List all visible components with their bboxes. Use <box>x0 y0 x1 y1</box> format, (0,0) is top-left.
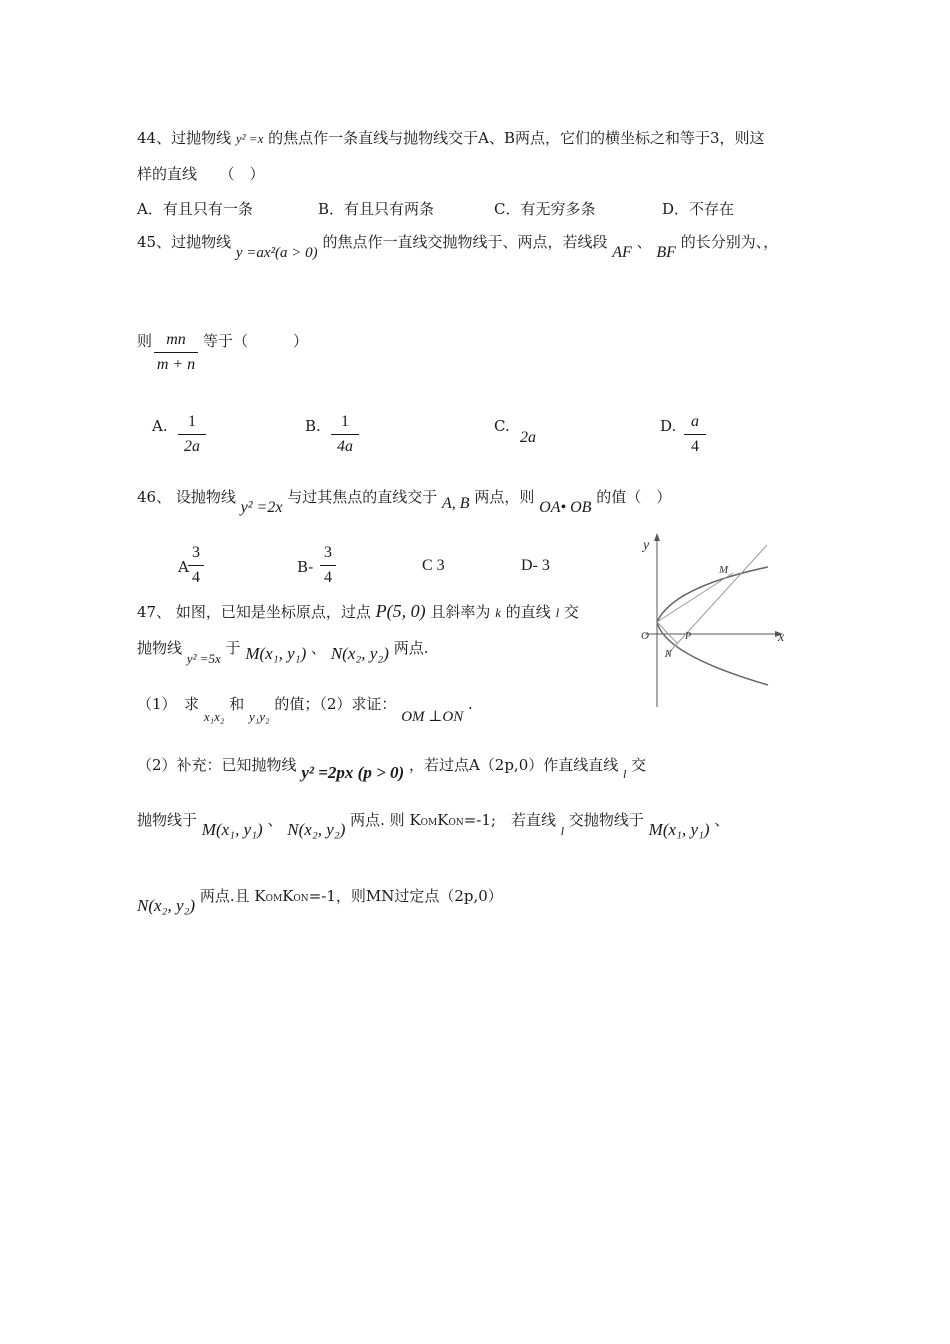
q45-opt-a-num: 1 <box>188 413 196 430</box>
q46-equation: y² =2x <box>240 499 283 516</box>
q47-supp-equation: y² =2px (p > 0) <box>301 763 405 782</box>
q44-line2: 样的直线 （ ） <box>137 165 265 183</box>
q47-supp2-l: l <box>560 824 565 838</box>
q46-middle2: 两点，则 <box>474 488 535 506</box>
q47-k: k <box>495 605 501 620</box>
label-p: P <box>685 631 692 642</box>
q44-line1 <box>137 128 765 149</box>
q46-expression: OA• OB <box>539 499 592 516</box>
q47-prefix: 47、 如图，已知是坐标原点，过点 <box>137 603 371 621</box>
q47-k-letter: K <box>437 811 449 829</box>
q45-frac-num: mn <box>166 331 186 348</box>
label-x: x <box>778 630 785 645</box>
q45-option-d <box>684 412 706 457</box>
q45-label-d: D. <box>660 417 677 435</box>
q46-opt-a-num: 3 <box>192 544 200 561</box>
q47-supp2 <box>137 810 730 839</box>
q47-yu: 于 <box>225 639 241 657</box>
q47-supp2-sep2: 、 <box>714 811 730 829</box>
q45-opt-d-num: a <box>691 413 699 430</box>
parabola-curve <box>657 567 768 685</box>
q45-prefix: 45、过抛物线 <box>137 233 232 251</box>
q44-option-a: A．有且只有一条 <box>137 200 253 218</box>
q44-option-c: C．有无穷多条 <box>494 200 596 218</box>
q47-supp2-point-n: N(x₂, y₂) <box>287 820 346 839</box>
q45-then: 则 <box>137 332 153 350</box>
q46-option-d: D- 3 <box>521 557 550 574</box>
q47-y1y2: y₁y₂ <box>249 709 270 724</box>
q45-opt-d-den: 4 <box>691 438 699 455</box>
q47-supp2-mid: 两点. 则 K <box>350 811 421 829</box>
q46-opt-b-bar <box>320 565 336 566</box>
q44-suffix: 的焦点作一条直线与抛物线交于A、B两点，它们的横坐标之和等于3，则这 <box>268 129 765 147</box>
q44-option-d: D．不存在 <box>662 200 735 218</box>
parabola-figure <box>625 527 785 712</box>
q47-part1-label: （1） 求 <box>137 695 200 713</box>
q47-supp2-val: =-1; 若直线 <box>463 811 556 829</box>
q46-opt-b-num: 3 <box>324 544 332 561</box>
q47-supp3-point-n: N(x₂, y₂) <box>137 896 196 915</box>
q47-supp-suffix: 交 <box>631 756 647 774</box>
q45-option-c: 2a <box>520 429 536 446</box>
q47-supp3-val: =-1，则MN过定点（2p,0） <box>308 887 503 905</box>
q47-perp: OM ⊥ON <box>401 709 464 725</box>
q47-part1 <box>137 694 473 725</box>
line-on <box>657 622 677 643</box>
label-n: N <box>665 649 672 660</box>
q47-point-m: M(x₁, y₁) <box>245 644 307 663</box>
label-o: O <box>641 630 649 642</box>
q46-opt-b-den: 4 <box>324 569 332 586</box>
q45-label-b: B. <box>305 417 321 435</box>
q46-label-a: A <box>178 558 189 576</box>
q45-line1 <box>137 232 779 261</box>
q45-opt-a-bar <box>178 434 206 435</box>
q46-line <box>137 487 672 516</box>
q46-opt-a-den: 4 <box>192 569 200 586</box>
q46-points: A, B <box>442 495 470 512</box>
q47-supp3-k-letter: K <box>282 887 294 905</box>
q45-suffix: 的长分别为、， <box>680 233 779 251</box>
q46-label-b: B- <box>297 558 314 576</box>
q47-line1 <box>137 601 579 623</box>
q47-he: 和 <box>229 695 245 713</box>
q47-l: l <box>555 605 560 620</box>
q45-equation: y =ax²(a > 0) <box>235 245 318 261</box>
q45-label-c: C. <box>494 417 510 435</box>
label-y: y <box>643 538 650 553</box>
q47-point-p: P(5, 0) <box>375 601 426 621</box>
q44-prefix: 44、过抛物线 <box>137 129 232 147</box>
y-axis-arrow <box>654 533 660 541</box>
line-l <box>665 545 767 657</box>
q46-option-a <box>188 543 204 588</box>
q45-opt-d-bar <box>684 434 706 435</box>
q47-supp2-point-m2: M(x₁, y₁) <box>648 820 710 839</box>
q47-period: . <box>468 695 473 713</box>
q47-line2 <box>137 638 429 666</box>
q47-point-n: N(x₂, y₂) <box>330 644 389 663</box>
q47-supp-prefix: （2）补充：已知抛物线 <box>137 756 297 774</box>
q47-supp2-point-m: M(x₁, y₁) <box>201 820 263 839</box>
q45-seg-af: AF <box>612 244 632 261</box>
q47-k-om-sub: OM <box>420 818 438 828</box>
q47-supp2-sep: 、 <box>267 811 283 829</box>
q47-line2-prefix: 抛物线 <box>137 639 183 657</box>
q47-supp3 <box>137 886 503 915</box>
q45-equals: 等于（ ） <box>203 332 309 350</box>
q44-equation: y² =x <box>235 131 264 146</box>
q45-seg-bf: BF <box>656 244 676 261</box>
q47-supp1 <box>137 755 647 782</box>
q45-middle: 的焦点作一直线交抛物线于、两点，若线段 <box>322 233 608 251</box>
q46-opt-a-bar <box>188 565 204 566</box>
q47-equation: y² =5x <box>186 651 221 666</box>
q45-opt-b-den: 4a <box>337 438 353 455</box>
q47-sep: 、 <box>311 639 327 657</box>
q46-prefix: 46、 设抛物线 <box>137 488 236 506</box>
q47-suffix: 交 <box>563 603 579 621</box>
line-om <box>657 573 733 622</box>
q46-middle: 与过其焦点的直线交于 <box>287 488 438 506</box>
q44-option-b: B．有且只有两条 <box>318 200 435 218</box>
q46-suffix: 的值（ ） <box>596 488 672 506</box>
q47-supp3-k-om-sub: OM <box>265 894 283 904</box>
q45-option-a <box>178 412 206 457</box>
q47-supp3-text: 两点.且 K <box>199 887 266 905</box>
q45-option-b <box>331 412 359 457</box>
q46-option-b <box>320 543 336 588</box>
q47-supp-l: l <box>623 767 627 781</box>
q45-frac-den: m + n <box>156 356 196 373</box>
q45-label-a: A. <box>152 417 168 435</box>
q46-option-c: C 3 <box>422 557 445 574</box>
q47-x1x2: x₁x₂ <box>203 709 225 724</box>
q47-supp2-mid2: 交抛物线于 <box>568 811 644 829</box>
q45-opt-b-bar <box>331 434 359 435</box>
q47-line2-suffix: 两点. <box>393 639 429 657</box>
q45-frac-bar <box>154 352 198 353</box>
label-m: M <box>719 564 729 576</box>
q47-part1-mid: 的值；（2）求证： <box>274 695 397 713</box>
q47-supp2-prefix: 抛物线于 <box>137 811 198 829</box>
q45-opt-b-num: 1 <box>341 413 349 430</box>
q45-separator: 、 <box>636 233 652 251</box>
q47-mid: 且斜率为 <box>430 603 491 621</box>
q45-opt-a-den: 2a <box>184 438 200 455</box>
q45-fraction <box>154 330 198 375</box>
q47-supp3-k-on-sub: ON <box>293 894 309 904</box>
q47-mid2: 的直线 <box>505 603 551 621</box>
q47-k-on-sub: ON <box>448 818 464 828</box>
q47-supp-mid: ，若过点A（2p,0）作直线直线 <box>408 756 619 774</box>
